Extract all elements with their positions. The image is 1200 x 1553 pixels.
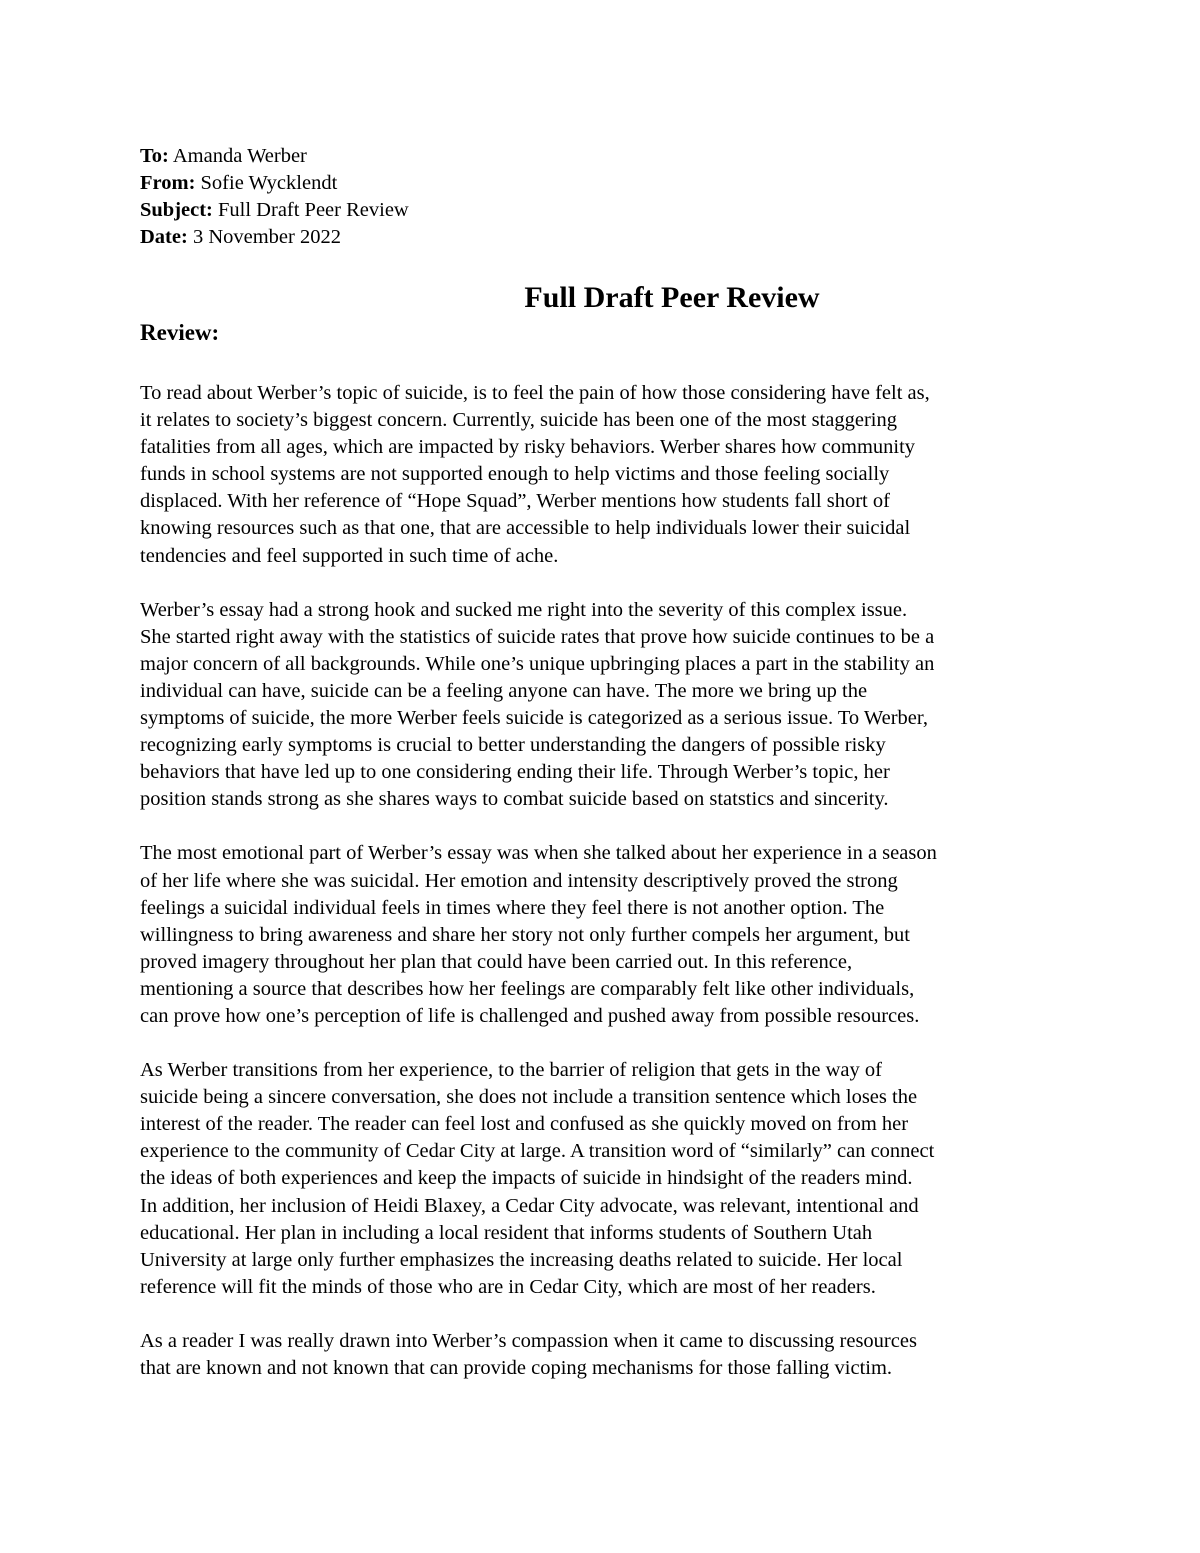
paragraph-line: it relates to society’s biggest concern. Currently, suicide has been one of the most staggering (140, 409, 897, 432)
paragraph-line: behaviors that have led up to one considering ending their life. Through Werber’s topic, her (140, 761, 890, 784)
paragraph-4 (140, 1057, 1065, 1301)
paragraph-line: As Werber transitions from her experience, to the barrier of religion that gets in the way of (140, 1059, 882, 1082)
paragraph-line: University at large only further emphasizes the increasing deaths related to suicide. Her local (140, 1248, 903, 1271)
paragraph-line: The most emotional part of Werber’s essay was when she talked about her experience in a season (140, 842, 937, 865)
paragraph-line: funds in school systems are not supported enough to help victims and those feeling socially (140, 463, 890, 486)
review-body (140, 380, 1065, 1409)
memo-subject-value: Full Draft Peer Review (218, 199, 409, 221)
paragraph-line: Werber’s essay had a strong hook and sucked me right into the severity of this complex issue. (140, 598, 908, 621)
paragraph-line: experience to the community of Cedar City at large. A transition word of “similarly” can connect (140, 1140, 935, 1163)
memo-subject-label: Subject: (140, 199, 213, 221)
paragraph-line: reference will fit the minds of those who are in Cedar City, which are most of her readers. (140, 1275, 876, 1298)
paragraph-line: position stands strong as she shares ways to combat suicide based on statstics and sincerity. (140, 788, 889, 811)
paragraph-line: interest of the reader. The reader can feel lost and confused as she quickly moved on from her (140, 1113, 909, 1136)
paragraph-line: proved imagery throughout her plan that could have been carried out. In this reference, (140, 950, 853, 973)
memo-to-line (140, 143, 1060, 170)
memo-from-line (140, 170, 1060, 197)
paragraph-line: knowing resources such as that one, that are accessible to help individuals lower their suicidal (140, 517, 911, 540)
paragraph-5 (140, 1328, 1065, 1382)
paragraph-line: As a reader I was really drawn into Werber’s compassion when it came to discussing resources (140, 1329, 917, 1352)
memo-from-value: Sofie Wycklendt (200, 172, 338, 194)
memo-from-label: From: (140, 172, 196, 194)
memo-header (140, 143, 1060, 251)
memo-to-label: To: (140, 145, 169, 167)
paragraph-line: that are known and not known that can provide coping mechanisms for those falling victim. (140, 1357, 893, 1379)
paragraph-line: feelings a suicidal individual feels in times where they feel there is not another option. The (140, 896, 885, 919)
paragraph-line: symptoms of suicide, the more Werber feels suicide is categorized as a serious issue. To Werber, (140, 707, 929, 730)
memo-subject-line (140, 197, 1060, 224)
paragraph-line: mentioning a source that describes how her feelings are comparably felt like other individuals, (140, 977, 915, 1000)
paragraph-1 (140, 380, 1065, 570)
paragraph-line: tendencies and feel supported in such time of ache. (140, 544, 559, 567)
memo-date-line (140, 224, 1060, 251)
paragraph-line: individual can have, suicide can be a feeling anyone can have. The more we bring up the (140, 679, 868, 702)
paragraph-2 (140, 597, 1065, 814)
paragraph-line: educational. Her plan in including a local resident that informs students of Southern Utah (140, 1221, 873, 1244)
paragraph-3 (140, 840, 1065, 1030)
paragraph-line: willingness to bring awareness and share her story not only further compels her argument, but (140, 923, 910, 946)
paragraph-line: recognizing early symptoms is crucial to better understanding the dangers of possible risky (140, 734, 886, 757)
paragraph-line: suicide being a sincere conversation, she does not include a transition sentence which loses the (140, 1086, 918, 1109)
paragraph-line: of her life where she was suicidal. Her emotion and intensity descriptively proved the strong (140, 869, 898, 892)
paragraph-line: To read about Werber’s topic of suicide, is to feel the pain of how those considering have felt as, (140, 382, 930, 404)
paragraph-line: displaced. With her reference of “Hope Squad”, Werber mentions how students fall short of (140, 490, 890, 513)
memo-date-value: 3 November 2022 (192, 226, 341, 248)
memo-date-label: Date: (140, 226, 188, 248)
paragraph-line: She started right away with the statistics of suicide rates that prove how suicide continues to be a (140, 625, 935, 648)
paragraph-line: fatalities from all ages, which are impacted by risky behaviors. Werber shares how community (140, 436, 916, 459)
paragraph-line: the ideas of both experiences and keep the impacts of suicide in hindsight of the readers mind. (140, 1167, 913, 1190)
paragraph-line: In addition, her inclusion of Heidi Blaxey, a Cedar City advocate, was relevant, intentional and (140, 1194, 919, 1217)
review-heading: Review: (140, 320, 220, 345)
paragraph-line: can prove how one’s perception of life is challenged and pushed away from possible resources. (140, 1004, 920, 1027)
document-title: Full Draft Peer Review (524, 281, 820, 314)
memo-to-value: Amanda Werber (172, 145, 307, 167)
paragraph-line: major concern of all backgrounds. While one’s unique upbringing places a part in the stability an (140, 652, 935, 675)
